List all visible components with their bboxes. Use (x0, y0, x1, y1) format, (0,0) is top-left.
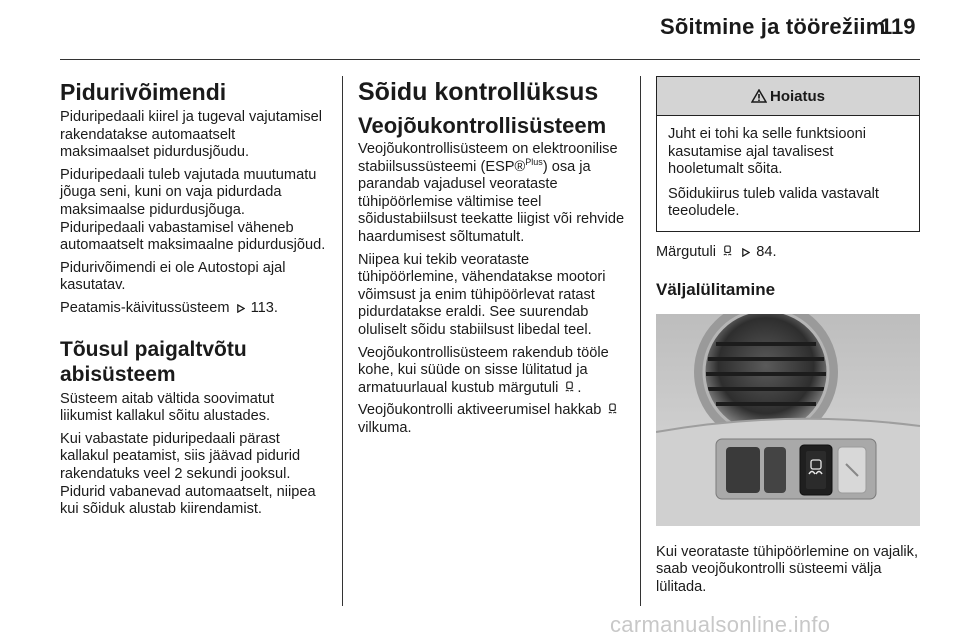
paragraph: Veojõukontrollisüsteem rakendub tööle kohe, kui süüde on sisse lülitatud ja armatuurlaual kustub märgutuli . (358, 344, 609, 396)
paragraph: Piduripedaali tuleb vajutada muutumatu jõuga seni, kuni on vaja pidurdada maksimaalse pidurdusjõuga. Piduripedaali vabastamisel väheneb automaatselt maksimaalne pidurdusjõud. (60, 166, 326, 254)
page-number: 119 (880, 14, 916, 39)
section-title-brake-assist: Pidurivõimendi (60, 79, 227, 105)
paragraph: Niipea kui tekib veorataste tühipöörlemine, vähendatakse mootori võimsust ja enim tühipöörlevat ratast pidurdatakse eraldi. See suurendab oluliselt sõidu stabiilsust libedal teel. (358, 251, 606, 338)
paragraph: Kui vabastate piduripedaali pärast kallakul peatamist, siis jäävad pidurid rakendatuks veel 2 sekundi jooksul. Pidurid vabanevad automaatselt, niipea kui sõiduk alustab kiirendamist. (60, 430, 316, 518)
subheading-switch-off: Väljalülitamine (656, 279, 776, 299)
paragraph: Pidurivõimendi ei ole Autostopi ajal kasutatav. (60, 259, 286, 294)
triangle-ref-icon (741, 248, 750, 257)
paragraph: Piduripedaali kiirel ja tugeval vajutamisel rakendatakse automaatselt maksimaalset pidurdusjõudu. (60, 109, 323, 161)
column-2 (358, 78, 630, 443)
header-title: Sõitmine ja töörežiim (660, 14, 886, 39)
warning-body (657, 116, 919, 231)
subtitle-traction-control: Veojõukontrollisüsteem (358, 113, 607, 138)
column-divider-1 (342, 76, 343, 606)
warning-box (656, 76, 920, 232)
reference-text: Peatamis-käivitussüsteem (60, 299, 230, 316)
main-title: Sõidu kontrollüksus (358, 78, 599, 106)
warning-title: Hoiatus (769, 87, 825, 105)
reference-line (60, 300, 328, 318)
warning-header (657, 77, 919, 116)
indicator-reference: Märgutuli 84. (656, 243, 777, 260)
header-rule (60, 59, 920, 60)
paragraph: Kui veorataste tühipöörlemine on vajalik, saab veojõukontrolli süsteemi välja lülitada. (656, 543, 919, 595)
warning-paragraph: Sõidukiirus tuleb valida vastavalt teeoludele. (668, 185, 879, 220)
paragraph: Veojõukontrolli aktiveerumisel hakkab vilkuma. (358, 402, 630, 437)
column-3 (656, 76, 920, 601)
warning-paragraph: Juht ei tohi ka selle funktsiooni kasutamise ajal tavalisest hooletumalt sõita. (668, 126, 866, 178)
dashboard-switch-photo (656, 314, 920, 526)
esp-skid-icon (564, 381, 575, 394)
warning-triangle-icon (751, 89, 767, 103)
column-1 (60, 78, 328, 524)
reference-page: 113. (250, 299, 278, 316)
paragraph: Süsteem aitab vältida soovimatut liikumist kallakul sõitu alustades. (60, 390, 275, 425)
triangle-ref-icon (236, 304, 245, 313)
esp-skid-icon (607, 403, 618, 416)
column-divider-2 (640, 76, 641, 606)
esp-skid-icon (722, 245, 733, 258)
paragraph: Veojõukontrollisüsteem on elektroonilise stabiilsussüsteemi (ESP®$^{Plus}$) osa ja parandab vajadusel veorataste tühipöörlemise vältimise teel sõidustabiilsust teekatte liigist või rehvide haardumisest sõltumatult. (358, 141, 625, 245)
watermark: carmanualsonline.info (610, 612, 831, 637)
section-title-hill-start: Tõusul paigaltvõtu (60, 337, 247, 361)
section-title-hill-start-2: abisüsteem (60, 362, 176, 386)
